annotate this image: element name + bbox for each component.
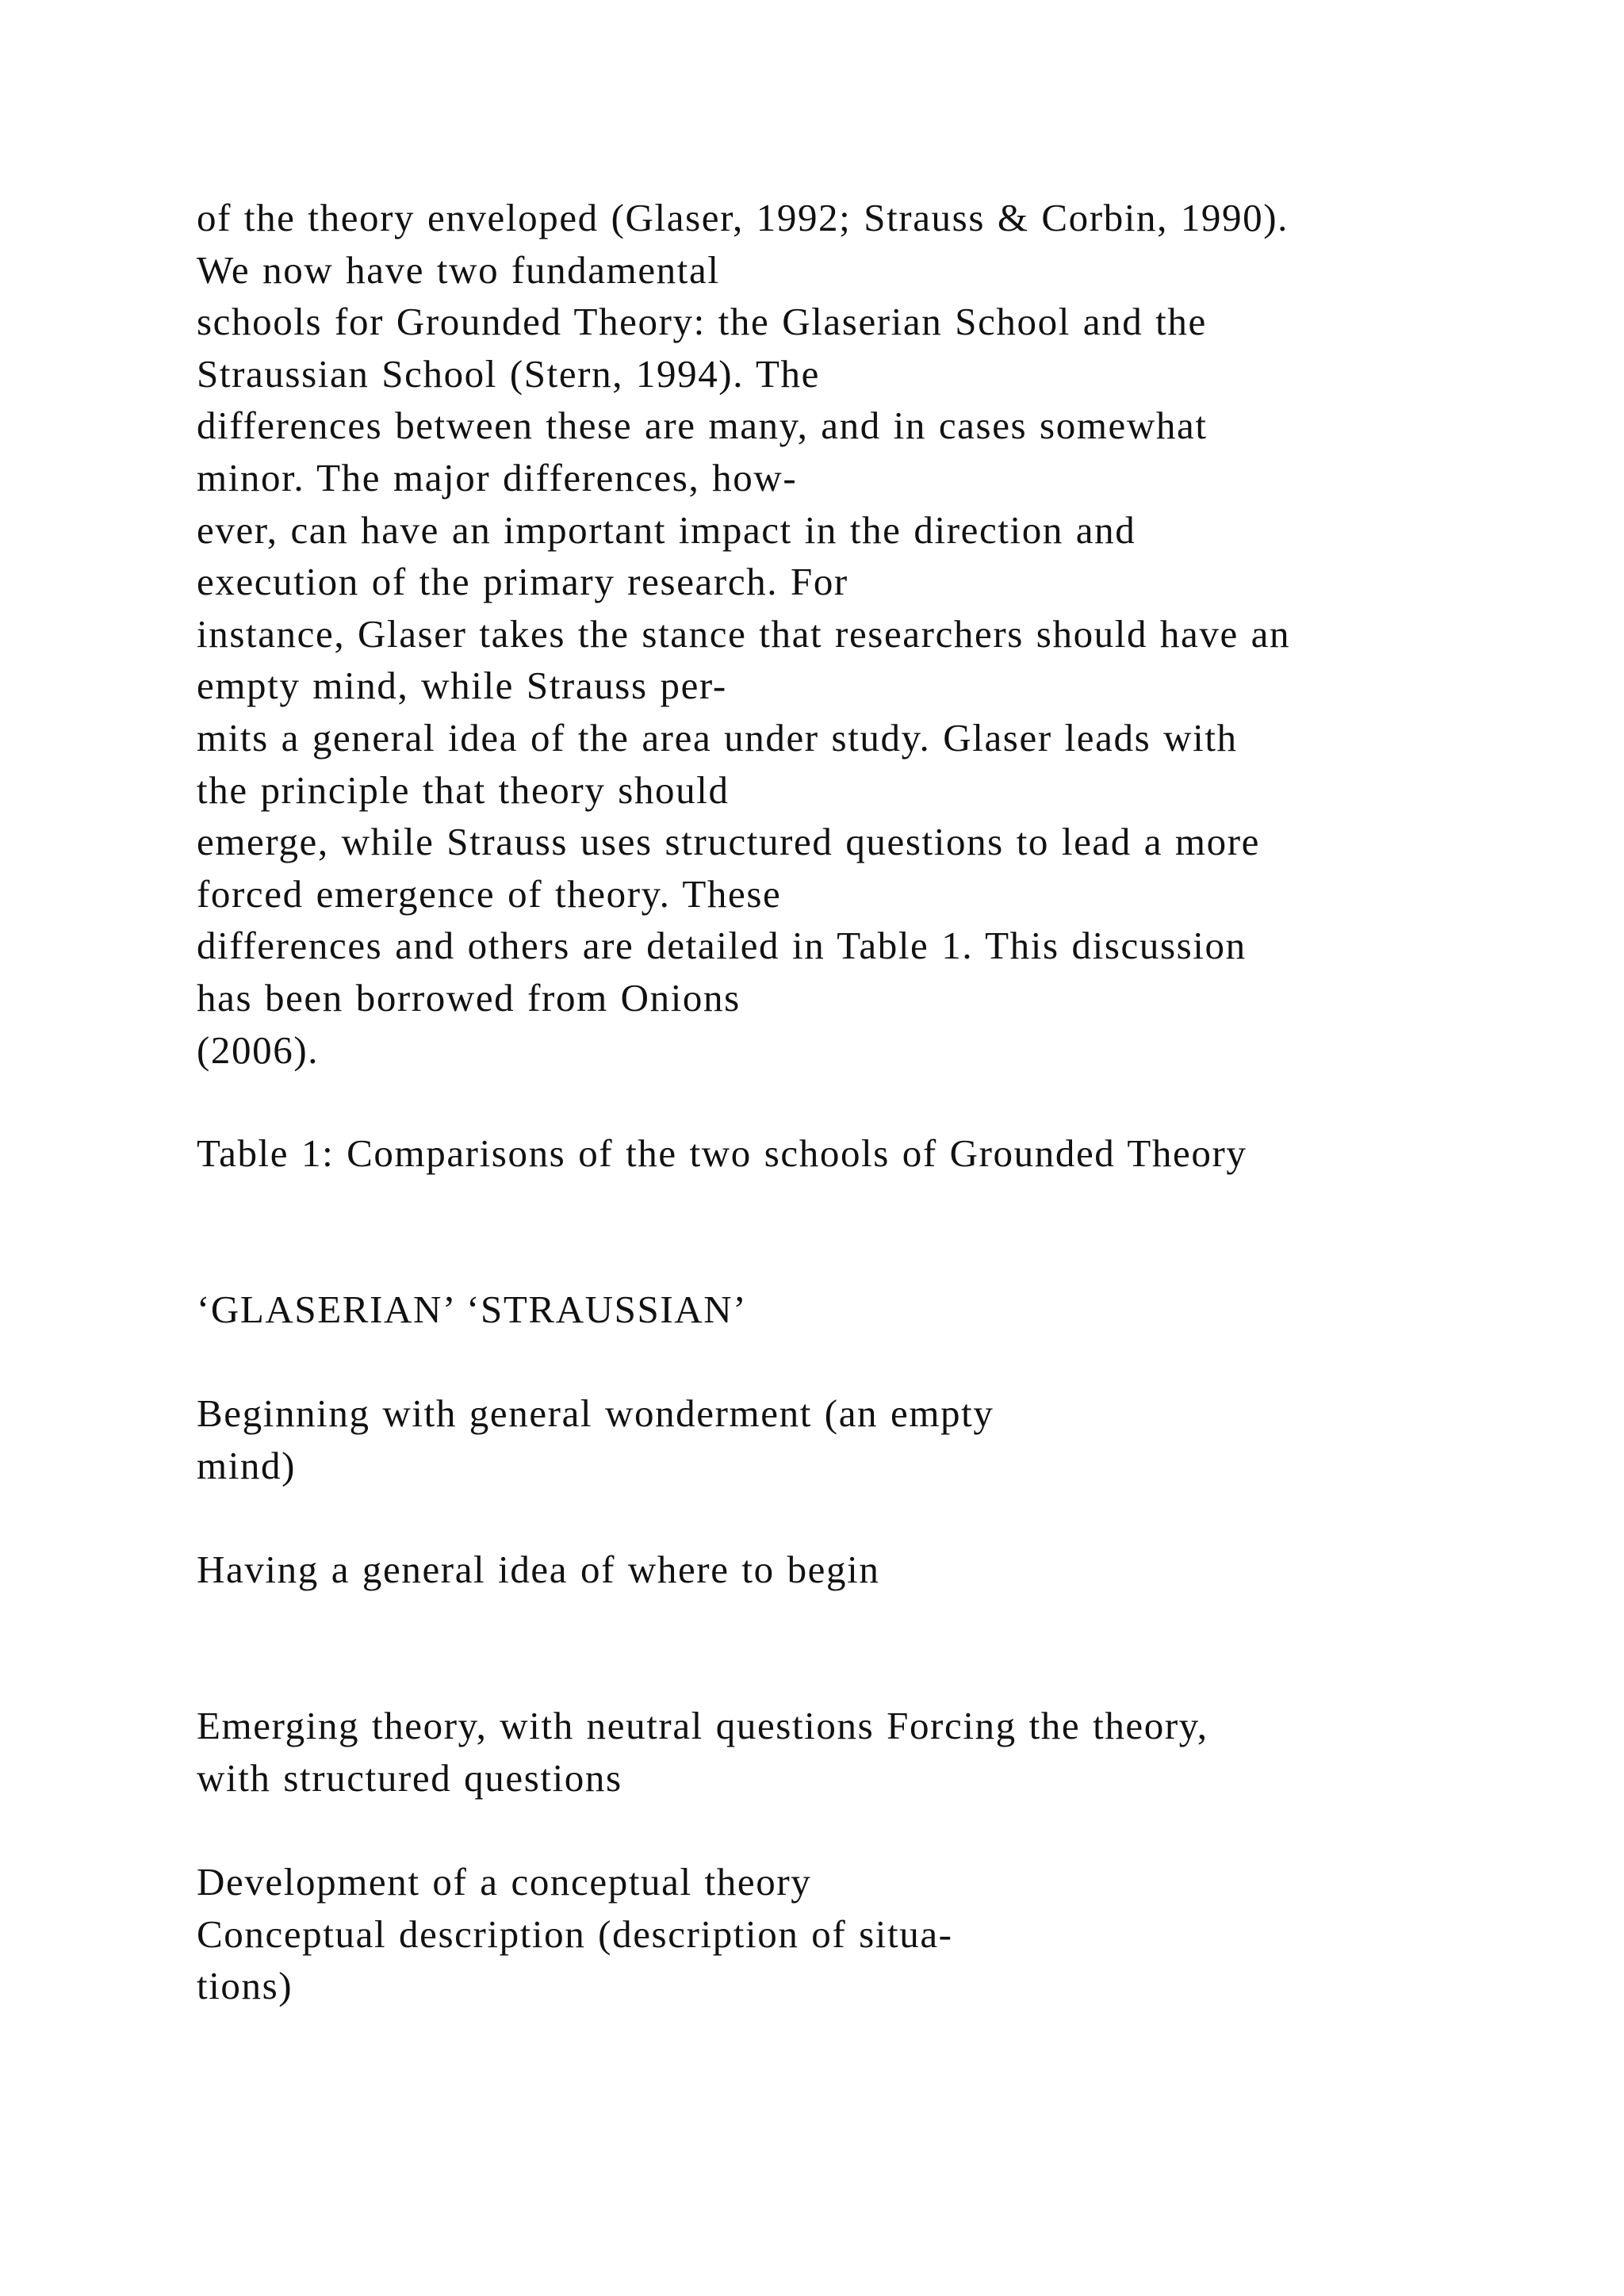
paragraph-line: minor. The major differences, how- bbox=[197, 455, 798, 499]
paragraph-line: execution of the primary research. For bbox=[197, 560, 848, 604]
table-row-line: Emerging theory, with neutral questions Forcing the theory, bbox=[197, 1704, 1208, 1747]
table-caption-text: Table 1: Comparisons of the two schools of Grounded Theory bbox=[197, 1131, 1247, 1175]
table-row-line: Development of a conceptual theory bbox=[197, 1860, 812, 1904]
paragraph-line: schools for Grounded Theory: the Glaserian School and the bbox=[197, 300, 1207, 344]
paragraph-line: ever, can have an important impact in the direction and bbox=[197, 507, 1136, 552]
paragraph-line: has been borrowed from Onions bbox=[197, 975, 741, 1020]
paragraph-line: differences between these are many, and in cases somewhat bbox=[197, 404, 1208, 448]
paragraph-line: instance, Glaser takes the stance that researchers should have an bbox=[197, 611, 1291, 656]
paragraph-line: forced emergence of theory. These bbox=[197, 871, 782, 916]
table-row-line: Having a general idea of where to begin bbox=[197, 1548, 880, 1591]
table-caption bbox=[197, 1127, 1505, 1180]
table-column-headers bbox=[197, 1284, 1505, 1336]
paragraph-line: Straussian School (Stern, 1994). The bbox=[197, 351, 821, 396]
paragraph-line: empty mind, while Strauss per- bbox=[197, 664, 727, 708]
paragraph-line: of the theory enveloped (Glaser, 1992; Strauss & Corbin, 1990). bbox=[197, 196, 1289, 239]
paragraph-line: (2006). bbox=[197, 1027, 320, 1072]
paragraph-line: the principle that theory should bbox=[197, 767, 730, 812]
table-row bbox=[197, 1700, 1505, 1804]
table-header-text: ‘GLASERIAN’ ‘STRAUSSIAN’ bbox=[197, 1288, 748, 1331]
paragraph-line: differences and others are detailed in Table 1. This discussion bbox=[197, 924, 1247, 968]
table-row-line: mind) bbox=[197, 1443, 297, 1487]
body-paragraph bbox=[197, 192, 1505, 1076]
table-row bbox=[197, 1387, 1505, 1491]
paragraph-line: emerge, while Strauss uses structured questions to lead a more bbox=[197, 820, 1261, 864]
table-row-line: Conceptual description (description of situa- bbox=[197, 1911, 953, 1956]
table-row-line: tions) bbox=[197, 1964, 293, 2008]
table-row-line: Beginning with general wonderment (an empty bbox=[197, 1391, 994, 1435]
paragraph-line: We now have two fundamental bbox=[197, 247, 720, 292]
table-row bbox=[197, 1544, 1505, 1596]
table-row bbox=[197, 1856, 1505, 2012]
paragraph-line: mits a general idea of the area under study. Glaser leads with bbox=[197, 715, 1238, 760]
table-row-line: with structured questions bbox=[197, 1755, 622, 1800]
